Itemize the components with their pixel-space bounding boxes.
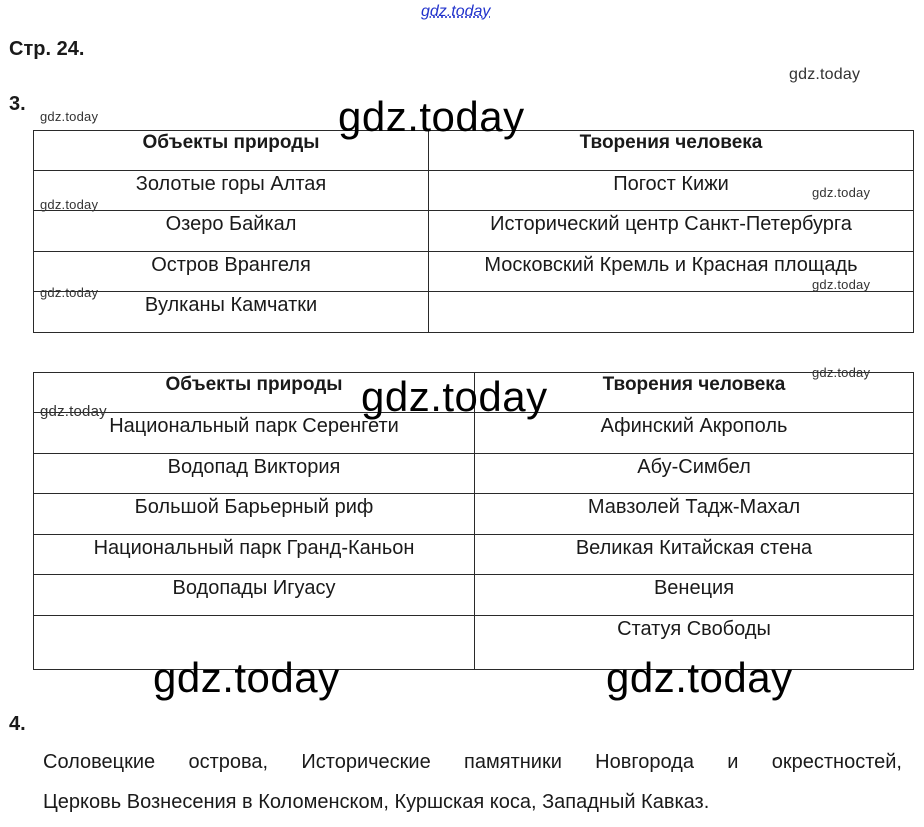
table-row — [34, 575, 914, 616]
watermark-top: gdz.today — [421, 3, 491, 20]
table-row — [34, 211, 914, 252]
table-cell: Афинский Акрополь — [475, 413, 914, 454]
table-row — [34, 454, 914, 494]
task4-number: 4. — [9, 713, 26, 735]
table-cell — [429, 292, 914, 333]
column-header-human: Творения человека — [475, 373, 914, 413]
table-cell: Абу-Симбел — [475, 454, 914, 494]
table-cell: Венеция — [475, 575, 914, 616]
table-cell: Вулканы Камчатки — [34, 292, 429, 333]
task4-answer-line-2: Церковь Вознесения в Коломенском, Куршская коса, Западный Кавказ. — [43, 791, 710, 813]
watermark-small: gdz.today — [812, 277, 871, 292]
table-cell: Большой Барьерный риф — [34, 494, 475, 535]
table-cell: Великая Китайская стена — [475, 535, 914, 575]
table-cell: Золотые горы Алтая — [34, 171, 429, 211]
table-cell: Водопад Виктория — [34, 454, 475, 494]
watermark-small: gdz.today — [40, 197, 99, 212]
table-cell: Исторический центр Санкт-Петербурга — [429, 211, 914, 252]
watermark-large: gdz.today — [606, 654, 793, 701]
watermark-large: gdz.today — [338, 93, 525, 140]
page-label: Стр. 24. — [9, 38, 85, 60]
table-cell: Национальный парк Гранд-Каньон — [34, 535, 475, 575]
table-cell: Национальный парк Серенгети — [34, 413, 475, 454]
task3-number: 3. — [9, 93, 26, 115]
watermark-small: gdz.today — [40, 403, 107, 420]
table-cell: Остров Врангеля — [34, 252, 429, 292]
table-cell: Московский Кремль и Красная площадь — [429, 252, 914, 292]
table-row — [34, 171, 914, 211]
table-cell: Озеро Байкал — [34, 211, 429, 252]
table-row — [34, 252, 914, 292]
table-row — [34, 535, 914, 575]
table-cell: Статуя Свободы — [475, 616, 914, 670]
table-cell: Водопады Игуасу — [34, 575, 475, 616]
column-header-nature: Объекты природы — [34, 131, 429, 171]
watermark-large: gdz.today — [153, 654, 340, 701]
watermark-small: gdz.today — [812, 185, 871, 200]
watermark-small: gdz.today — [812, 365, 871, 380]
table-cell: Погост Кижи — [429, 171, 914, 211]
table-cell: Мавзолей Тадж-Махал — [475, 494, 914, 535]
column-header-nature: Объекты природы — [34, 373, 475, 413]
column-header-human: Творения человека — [429, 131, 914, 171]
table-row — [34, 494, 914, 535]
watermark-large: gdz.today — [361, 373, 548, 420]
task4-answer-line-1: Соловецкие острова, Исторические памятники Новгорода и окрестностей, — [43, 751, 902, 773]
watermark-small: gdz.today — [40, 285, 99, 300]
watermark-small: gdz.today — [40, 109, 99, 124]
watermark-small: gdz.today — [789, 66, 861, 83]
table-row — [34, 292, 914, 333]
table-1 — [33, 130, 914, 333]
